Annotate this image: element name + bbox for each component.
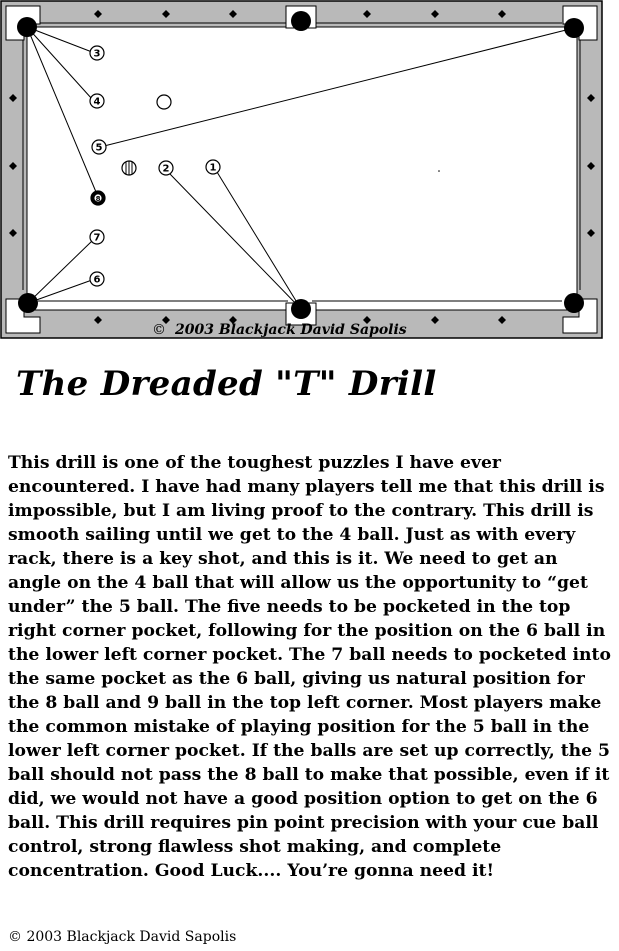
ball-7-label: 7 xyxy=(93,232,101,244)
ball-2 xyxy=(159,161,173,175)
ball-5 xyxy=(92,140,106,154)
cue-ball xyxy=(157,95,171,109)
ball-6 xyxy=(90,272,104,286)
footer-copyright: © 2003 Blackjack David Sapolis xyxy=(8,929,237,945)
ball-3-label: 3 xyxy=(93,48,101,60)
ball-4 xyxy=(90,94,104,108)
ball-3 xyxy=(90,46,104,60)
ball-8-label: 8 xyxy=(95,195,101,203)
pool-table-diagram xyxy=(0,0,605,342)
drill-description: This drill is one of the toughest puzzles I have ever encountered. I have had many players tell me that this drill is impossible, but I am living proof to the contrary. This drill is smooth sailing until we get to the 4 ball. Just as with every rack, there is a key shot, and this is it. We need to get an angle on the 4 ball that will allow us the opportunity to “get under” the 5 ball. The five needs to be pocketed in the top right corner pocket, following for the position on the 6 ball in the lower left corner pocket. The 7 ball needs to pocketed into the same pocket as the 6 ball, giving us natural position for the 8 ball and 9 ball in the top left corner. Most players make the common mistake of playing position for the 5 ball in the lower left corner pocket. If the balls are set up correctly, the 5 ball should not pass the 8 ball to make that possible, even if it did, we would not have a good position option to get on the 6 ball. This drill requires pin point precision with your cue ball control, strong flawless shot making, and complete concentration. Good Luck.... You’re gonna need it! xyxy=(8,453,611,881)
striped-ball xyxy=(122,161,136,175)
ball-2-label: 2 xyxy=(162,163,170,175)
table-bed xyxy=(27,27,577,310)
ball-6-label: 6 xyxy=(93,274,101,286)
page-title: The Dreaded "T" Drill xyxy=(16,364,437,404)
ball-7 xyxy=(90,230,104,244)
ball-4-label: 4 xyxy=(93,96,101,108)
ball-1-label: 1 xyxy=(209,162,217,174)
table-spot xyxy=(438,170,440,172)
diagram-copyright: 2003 Blackjack David Sapolis xyxy=(175,322,407,338)
ball-8 xyxy=(91,191,105,205)
pocket-top-side xyxy=(291,11,311,31)
ball-1 xyxy=(206,160,220,174)
pocket-bottom-right xyxy=(564,293,584,313)
ball-5-label: 5 xyxy=(95,142,103,154)
diagram-copyright-symbol: © xyxy=(152,322,166,338)
